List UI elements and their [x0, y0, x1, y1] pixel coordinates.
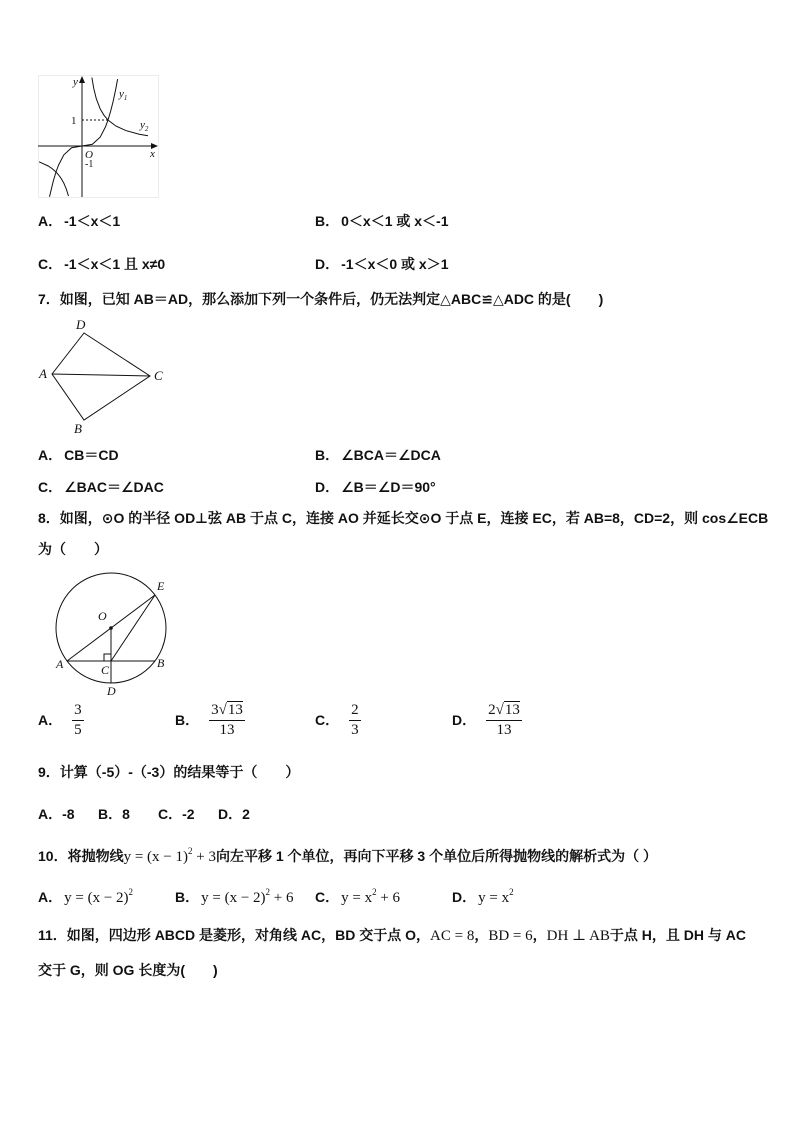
stem-suffix: 向左平移 1 个单位，再向下平移 3 个单位后所得抛物线的解析式为（ ）	[215, 848, 657, 864]
option-text: -2	[182, 806, 195, 822]
center-point	[109, 626, 113, 630]
stem-prefix: 11．如图，四边形 ABCD 是菱形，对角线 AC，BD 交于点 O，	[38, 927, 431, 943]
denominator: 13	[209, 720, 245, 739]
formula-tail: + 6	[376, 890, 401, 906]
numerator: 3	[74, 701, 82, 718]
option-formula	[64, 887, 134, 906]
q8-option-d	[452, 700, 522, 740]
option-formula	[478, 887, 514, 906]
fraction	[349, 702, 361, 739]
q8-option-b	[175, 700, 245, 740]
denominator: 3	[351, 721, 359, 738]
x-axis-label: x	[150, 148, 155, 160]
point-c-label: C	[154, 368, 163, 383]
option-text: -1＜x＜1 且 x≠0	[64, 256, 166, 272]
option-letter: A．	[38, 213, 63, 229]
option-text: -8	[62, 806, 75, 822]
segment-ec	[111, 595, 155, 661]
parabola-formula	[123, 846, 216, 865]
point-d-label: D	[107, 684, 116, 698]
curve-y1	[50, 79, 118, 197]
q7-stem: 7．如图，已知 AB＝AD，那么添加下列一个条件后，仍无法判定△ABC≌△ADC 的是( )	[38, 291, 604, 307]
q11-stem-line2: 交于 G，则 OG 长度为( )	[38, 962, 218, 978]
given-ac: AC = 8	[430, 928, 475, 944]
option-letter: D．	[452, 889, 477, 905]
option-letter: D．	[315, 256, 340, 272]
y-axis-arrow-icon	[79, 76, 85, 83]
coefficient: 3	[211, 701, 219, 718]
denominator: 13	[486, 720, 522, 739]
q8-circle-figure	[50, 570, 175, 698]
q6-option-b	[315, 211, 449, 231]
q6-option-a	[38, 211, 120, 231]
q6-function-graph	[38, 75, 159, 198]
option-text: ∠BCA＝∠DCA	[341, 447, 441, 463]
q9-stem: 9．计算（-5）-（-3）的结果等于（ ）	[38, 764, 300, 780]
q7-option-a	[38, 445, 119, 465]
curve-y2-label: $y_2$	[140, 119, 149, 133]
stem-suffix: 于点 H，且 DH 与 AC	[609, 927, 747, 943]
separator: ，	[532, 927, 547, 943]
formula-base: y = x	[478, 890, 510, 906]
q9-option-c	[158, 804, 195, 824]
option-text: ∠BAC＝∠DAC	[64, 479, 164, 495]
option-formula	[201, 887, 294, 906]
option-letter: A．	[38, 889, 63, 905]
q10-option-b	[175, 887, 294, 907]
option-text: 2	[242, 806, 250, 822]
q10-option-d	[452, 887, 514, 907]
separator: ，	[474, 927, 489, 943]
radicand: 13	[504, 701, 520, 718]
option-letter: C．	[158, 806, 183, 822]
q7-kite-figure	[36, 318, 170, 438]
point-e-label: E	[157, 579, 165, 593]
quadrilateral-abcd	[52, 333, 150, 420]
numerator	[209, 702, 245, 720]
option-formula	[341, 887, 401, 906]
formula-exponent: 2	[372, 887, 377, 897]
formula-tail: + 6	[270, 890, 294, 906]
q8-option-c	[315, 700, 361, 740]
sqrt-icon: √	[218, 701, 227, 718]
option-letter: D．	[452, 712, 477, 728]
q7-option-b	[315, 445, 441, 465]
formula-base: y = (x − 1)	[123, 849, 188, 865]
q8-stem-line2: 为（ ）	[38, 541, 108, 557]
point-a-label: A	[56, 657, 64, 671]
tick-label-neg1: -1	[85, 159, 94, 170]
q9-option-b	[98, 804, 130, 824]
q11-stem-line1	[38, 925, 746, 945]
coefficient: 2	[488, 701, 496, 718]
option-letter: C．	[38, 256, 63, 272]
option-letter: B．	[175, 889, 200, 905]
diagonal-ac	[52, 374, 150, 376]
point-c-label: C	[101, 663, 110, 677]
fraction	[72, 702, 84, 739]
q7-option-d	[315, 477, 436, 497]
q9-option-d	[218, 804, 250, 824]
q10-stem	[38, 846, 657, 866]
formula-exponent: 2	[509, 887, 514, 897]
fraction	[209, 702, 245, 739]
graph-frame	[39, 76, 159, 198]
option-letter: A．	[38, 806, 63, 822]
option-text: -1＜x＜1	[64, 213, 121, 229]
point-b-label: B	[74, 421, 82, 436]
formula-base: y = x	[341, 890, 373, 906]
option-letter: B．	[315, 447, 340, 463]
option-text: 8	[122, 806, 130, 822]
q7-option-c	[38, 477, 164, 497]
fraction	[486, 702, 522, 739]
right-angle-mark-icon	[104, 654, 111, 661]
option-letter: C．	[315, 889, 340, 905]
option-text: -1＜x＜0 或 x＞1	[341, 256, 449, 272]
option-letter: D．	[218, 806, 243, 822]
numerator	[486, 702, 522, 720]
tick-label-1: 1	[71, 115, 77, 127]
option-letter: B．	[98, 806, 123, 822]
point-o-label: O	[98, 609, 107, 623]
formula-exponent: 2	[188, 846, 193, 856]
option-letter: D．	[315, 479, 340, 495]
option-letter: C．	[315, 712, 340, 728]
sqrt-icon: √	[495, 701, 504, 718]
option-text: ∠B＝∠D＝90°	[341, 479, 436, 495]
numerator: 2	[351, 701, 359, 718]
option-letter: A．	[38, 447, 63, 463]
denominator: 5	[74, 721, 82, 738]
formula-exponent: 2	[128, 887, 134, 897]
option-letter: C．	[38, 479, 63, 495]
formula-base: y = (x − 2)	[64, 890, 129, 906]
option-letter: B．	[315, 213, 340, 229]
point-a-label: A	[39, 366, 47, 381]
option-letter: B．	[175, 712, 200, 728]
q10-option-c	[315, 887, 400, 907]
option-text: 0＜x＜1 或 x＜-1	[341, 213, 449, 229]
curve-y1-label: $y_1$	[119, 88, 128, 102]
formula-base: y = (x − 2)	[201, 890, 266, 906]
radicand: 13	[227, 701, 243, 718]
y-axis-label: y	[73, 76, 78, 88]
q8-option-a	[38, 700, 84, 740]
q6-option-d	[315, 254, 449, 274]
q9-option-a	[38, 804, 75, 824]
given-dh-perp-ab: DH ⊥ AB	[546, 928, 610, 944]
given-bd: BD = 6	[488, 928, 533, 944]
point-b-label: B	[157, 656, 165, 670]
formula-exponent: 2	[265, 887, 271, 897]
option-text: CB＝CD	[64, 447, 119, 463]
q8-stem-line1: 8．如图，⊙O 的半径 OD⊥弦 AB 于点 C，连接 AO 并延长交⊙O 于点 E，连接 EC，若 AB=8，CD=2，则 cos∠ECB	[38, 510, 769, 526]
option-letter: A．	[38, 712, 63, 728]
q10-option-a	[38, 887, 133, 907]
point-d-label: D	[76, 317, 86, 332]
formula-tail: + 3	[192, 849, 216, 865]
stem-prefix: 10．将抛物线	[38, 848, 124, 864]
origin-label: O	[85, 149, 93, 161]
q6-option-c	[38, 254, 165, 274]
